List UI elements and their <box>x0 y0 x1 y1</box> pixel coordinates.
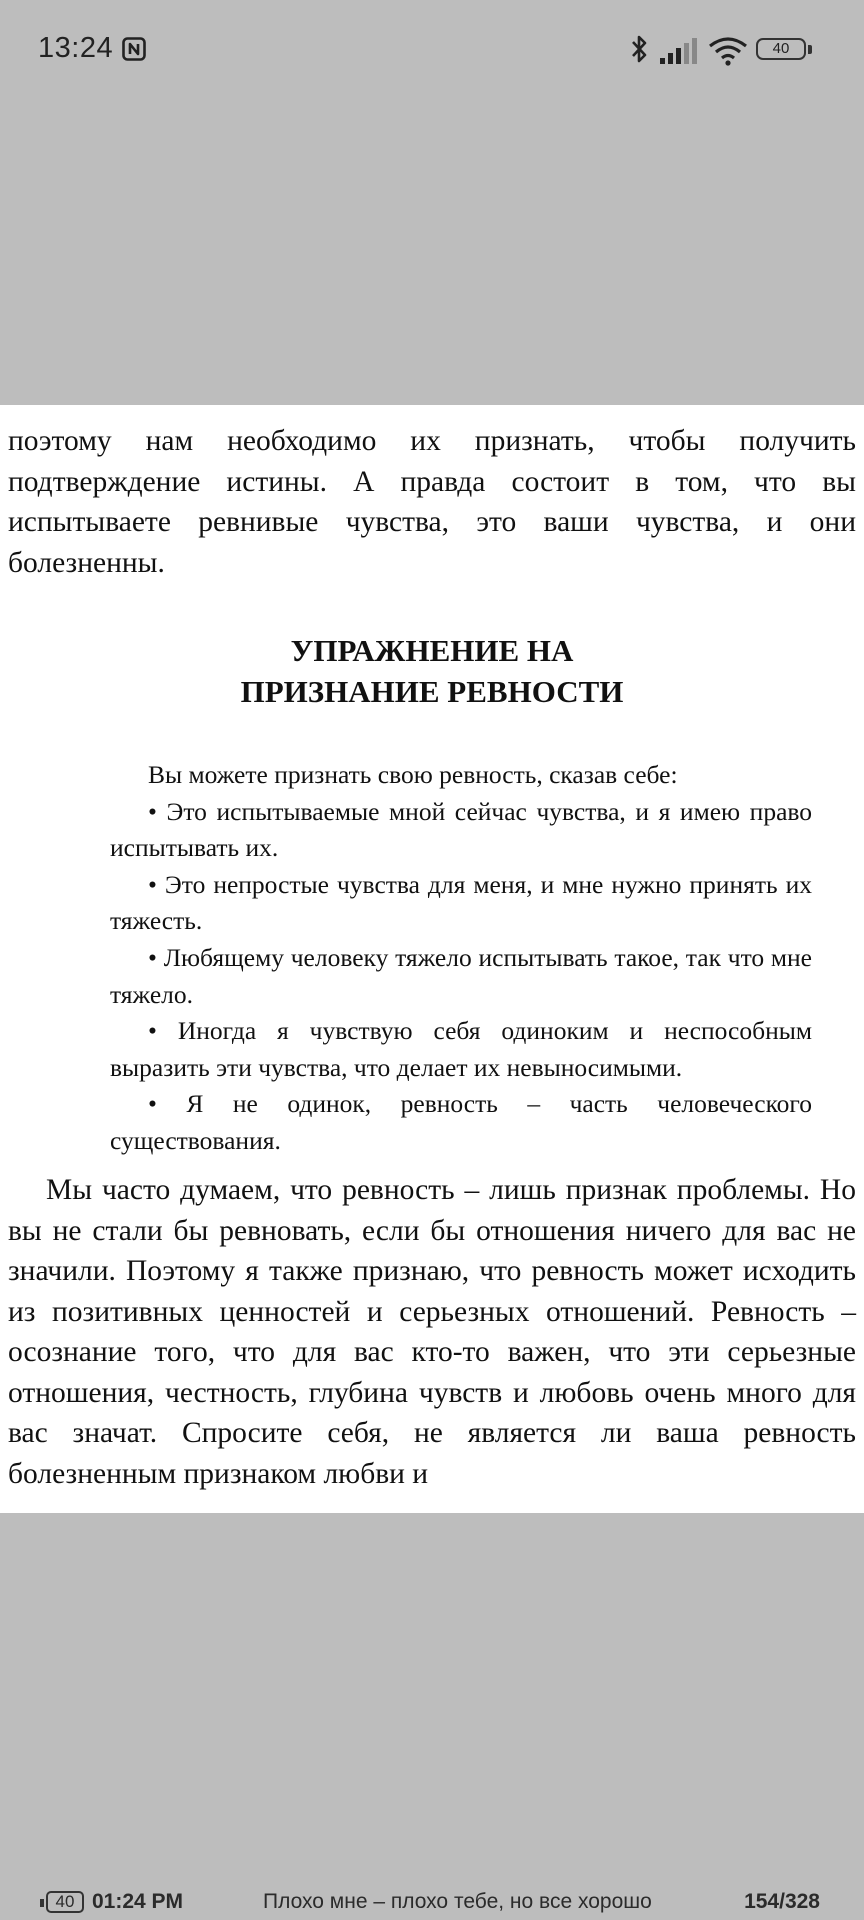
heading-line-2: ПРИЗНАНИЕ РЕВНОСТИ <box>240 674 624 709</box>
exercise-heading <box>0 630 864 712</box>
exercise-bullet: • Это непростые чувства для меня, и мне нужно принять их тяжесть. <box>110 869 812 936</box>
status-clock: 13:24 <box>38 32 114 64</box>
reader-time: 01:24 PM <box>92 1890 184 1913</box>
heading-line-1: УПРАЖНЕНИЕ НА <box>290 633 574 668</box>
bluetooth-icon <box>628 34 650 64</box>
status-bar <box>0 0 864 100</box>
exercise-intro: Вы можете признать свою ревность, сказав себе: <box>148 760 678 789</box>
exercise-bullet: • Это испытываемые мной сейчас чувства, и я имею право испытывать их. <box>110 796 812 863</box>
paragraph-bottom: Мы часто думаем, что ревность – лишь признак проблемы. Но вы не стали бы ревновать, если бы отношения ничего для вас не значили. Поэтому я также признаю, что ревность может исходить из позитивных ценностей и серьезных отношений. Ревность – осознание того, что для вас кто-то важен, что эти серьезные отношения, честность, глубина чувств и любовь очень много для вас значат. Спросите себя, не является ли ваша ревность болезненным признаком любви и <box>8 1174 856 1490</box>
exercise-bullet: • Любящему человеку тяжело испытывать такое, так что мне тяжело. <box>110 942 812 1009</box>
exercise-block <box>110 757 812 1160</box>
page-counter: 154/328 <box>744 1890 820 1913</box>
nfc-icon <box>122 37 146 61</box>
reader-battery-icon: 40 <box>46 1891 84 1913</box>
book-page[interactable] <box>0 405 864 1513</box>
signal-icon <box>658 38 698 64</box>
battery-icon <box>756 38 816 62</box>
exercise-bullet: • Я не одинок, ревность – часть человеческого существования. <box>110 1089 812 1155</box>
wifi-icon <box>708 36 748 66</box>
book-title: Плохо мне – плохо тебе, но все хорошо <box>263 1890 652 1913</box>
system-icons <box>628 34 818 66</box>
exercise-bullet: • Иногда я чувствую себя одиноким и неспособным выразить эти чувства, что делает их невыносимыми. <box>110 1016 812 1082</box>
reader-status-bar <box>0 1880 864 1920</box>
battery-level: 40 <box>756 38 806 60</box>
paragraph-top: поэтому нам необходимо их признать, чтобы получить подтверждение истины. А правда состоит в том, что вы испытываете ревнивые чувства, это ваши чувства, и они болезненны. <box>8 425 856 579</box>
